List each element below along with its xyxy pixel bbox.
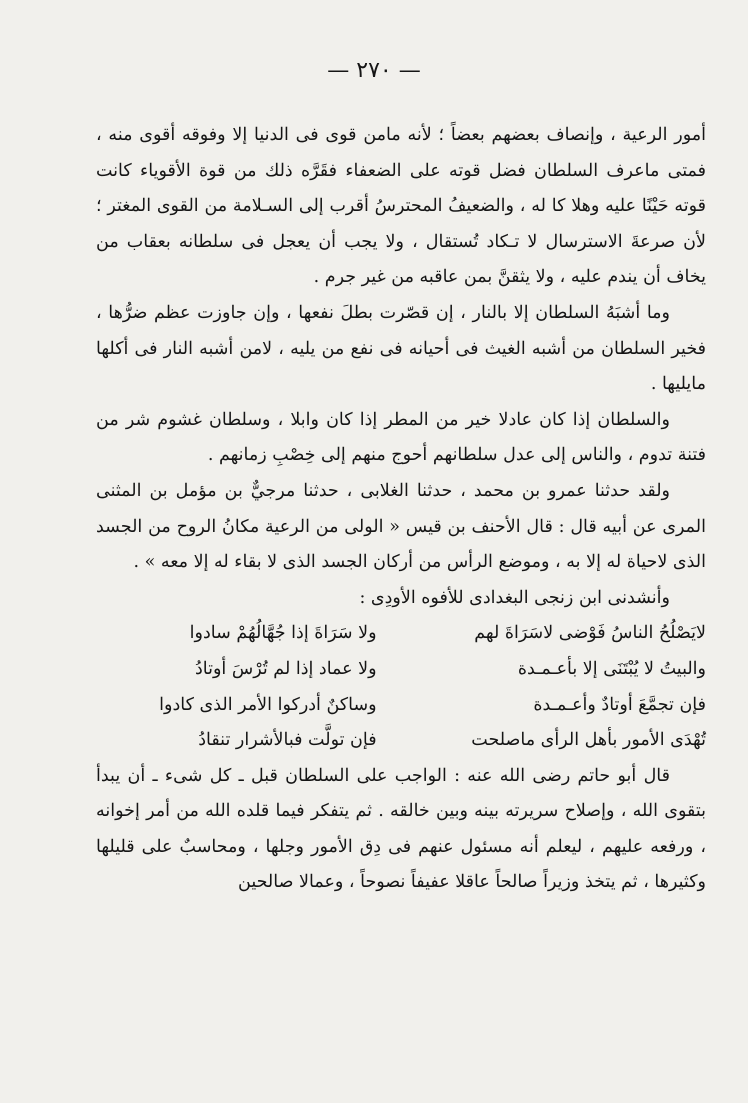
- paragraph: وما أشبَهُ السلطان إلا بالنار ، إن قصّرت بطلَ نفعها ، وإن جاوزت عظم ضرُّها ، فخير السلطان من أشبه الغيث فى أحيانه فى نفع من يليه ، لامن أشبه النار فى أكلها مايليها .: [96, 302, 706, 395]
- body-text: [96, 118, 706, 901]
- paragraph: أمور الرعية ، وإنصاف بعضهم بعضاً ؛ لأنه مامن قوى فى الدنيا إلا وفوقه أقوى منه ، فمتى ماعرف السلطان فضل قوته على الضعفاء فقَرَّه ذلك من قوة الأقوياء كانت قوته حَيْنًا عليه وهلا كا له ، والضعيفُ المحترسُ أقرب إلى السـلامة من القوى المغتر ؛ لأن صرعةَ الاسترسال لا تـكاد تُستقال ، ولا يجب أن يعجل فى سلطانه بعقاب من يخاف أن يندم عليه ، ولا يثقنَّ بمن عاقبه من غير جرم .: [96, 125, 706, 288]
- page-number: — ٢٧٠ —: [327, 58, 421, 83]
- closing-paragraph: قال أبو حاتم رضى الله عنه : الواجب على السلطان قبل ـ كل شىء ـ أن يبدأ بتقوى الله ، وإصلاح سريرته بينه وبين خالقه . ثم يتفكر فيما قلده الله من أمر إخوانه ، ورفعه عليهم ، ليعلم أنه مسئول عنهم فى دِق الأمور وجلها ، ومحاسبٌ على قليلها وكثيرها ، ثم يتخذ وزيراً صالحاً عاقلا عفيفاً نصوحاً ، وعمالا صالحين: [96, 765, 706, 893]
- verse-second-hemistich: فإن تولَّت فبالأشرار تنقادُ: [198, 730, 377, 751]
- poem-intro: وأنشدنى ابن زنجى البغدادى للأفوه الأودِى :: [359, 587, 670, 608]
- verse: [96, 723, 706, 759]
- verse-first-hemistich: تُهْدَى الأمور بأهل الرأى ماصلحت: [471, 730, 706, 751]
- verse-second-hemistich: ولا سَرَاةَ إذا جُهَّالُهُمْ سادوا: [189, 623, 377, 644]
- verse-first-hemistich: لايَصْلُحُ الناسُ فَوْضى لاسَرَاةَ لهم: [474, 623, 706, 644]
- verse-first-hemistich: فإن تجمَّعَ أوتادٌ وأعـمـدة: [533, 694, 706, 715]
- verse-first-hemistich: والبيتُ لا يُبْتَنَى إلا بأعـمـدة: [517, 658, 706, 679]
- verse: [96, 688, 706, 724]
- verse-second-hemistich: ولا عماد إذا لم تُرْسَ أوتادُ: [194, 658, 377, 679]
- verse: [96, 652, 706, 688]
- poem: [96, 616, 706, 758]
- paragraph: والسلطان إذا كان عادلا خير من المطر إذا كان وابلا ، وسلطان غشوم شر من فتنة تدوم ، والناس إلى عدل سلطانهم أحوج منهم إلى خِصْبِ زمانهم .: [96, 409, 706, 466]
- verse: [96, 616, 706, 652]
- verse-second-hemistich: وساكنٌ أدركوا الأمر الذى كادوا: [159, 694, 377, 715]
- paragraph: ولقد حدثنا عمرو بن محمد ، حدثنا الغلابى ، حدثنا مرجيٌّ بن مؤمل بن المثنى المرى عن أبيه قال : قال الأحنف بن قيس « الولى من الرعية مكانُ الروح من الجسد الذى لاحياة له إلا به ، وموضع الرأس من أركان الجسد الذى لا بقاء له إلا معه » .: [96, 480, 706, 573]
